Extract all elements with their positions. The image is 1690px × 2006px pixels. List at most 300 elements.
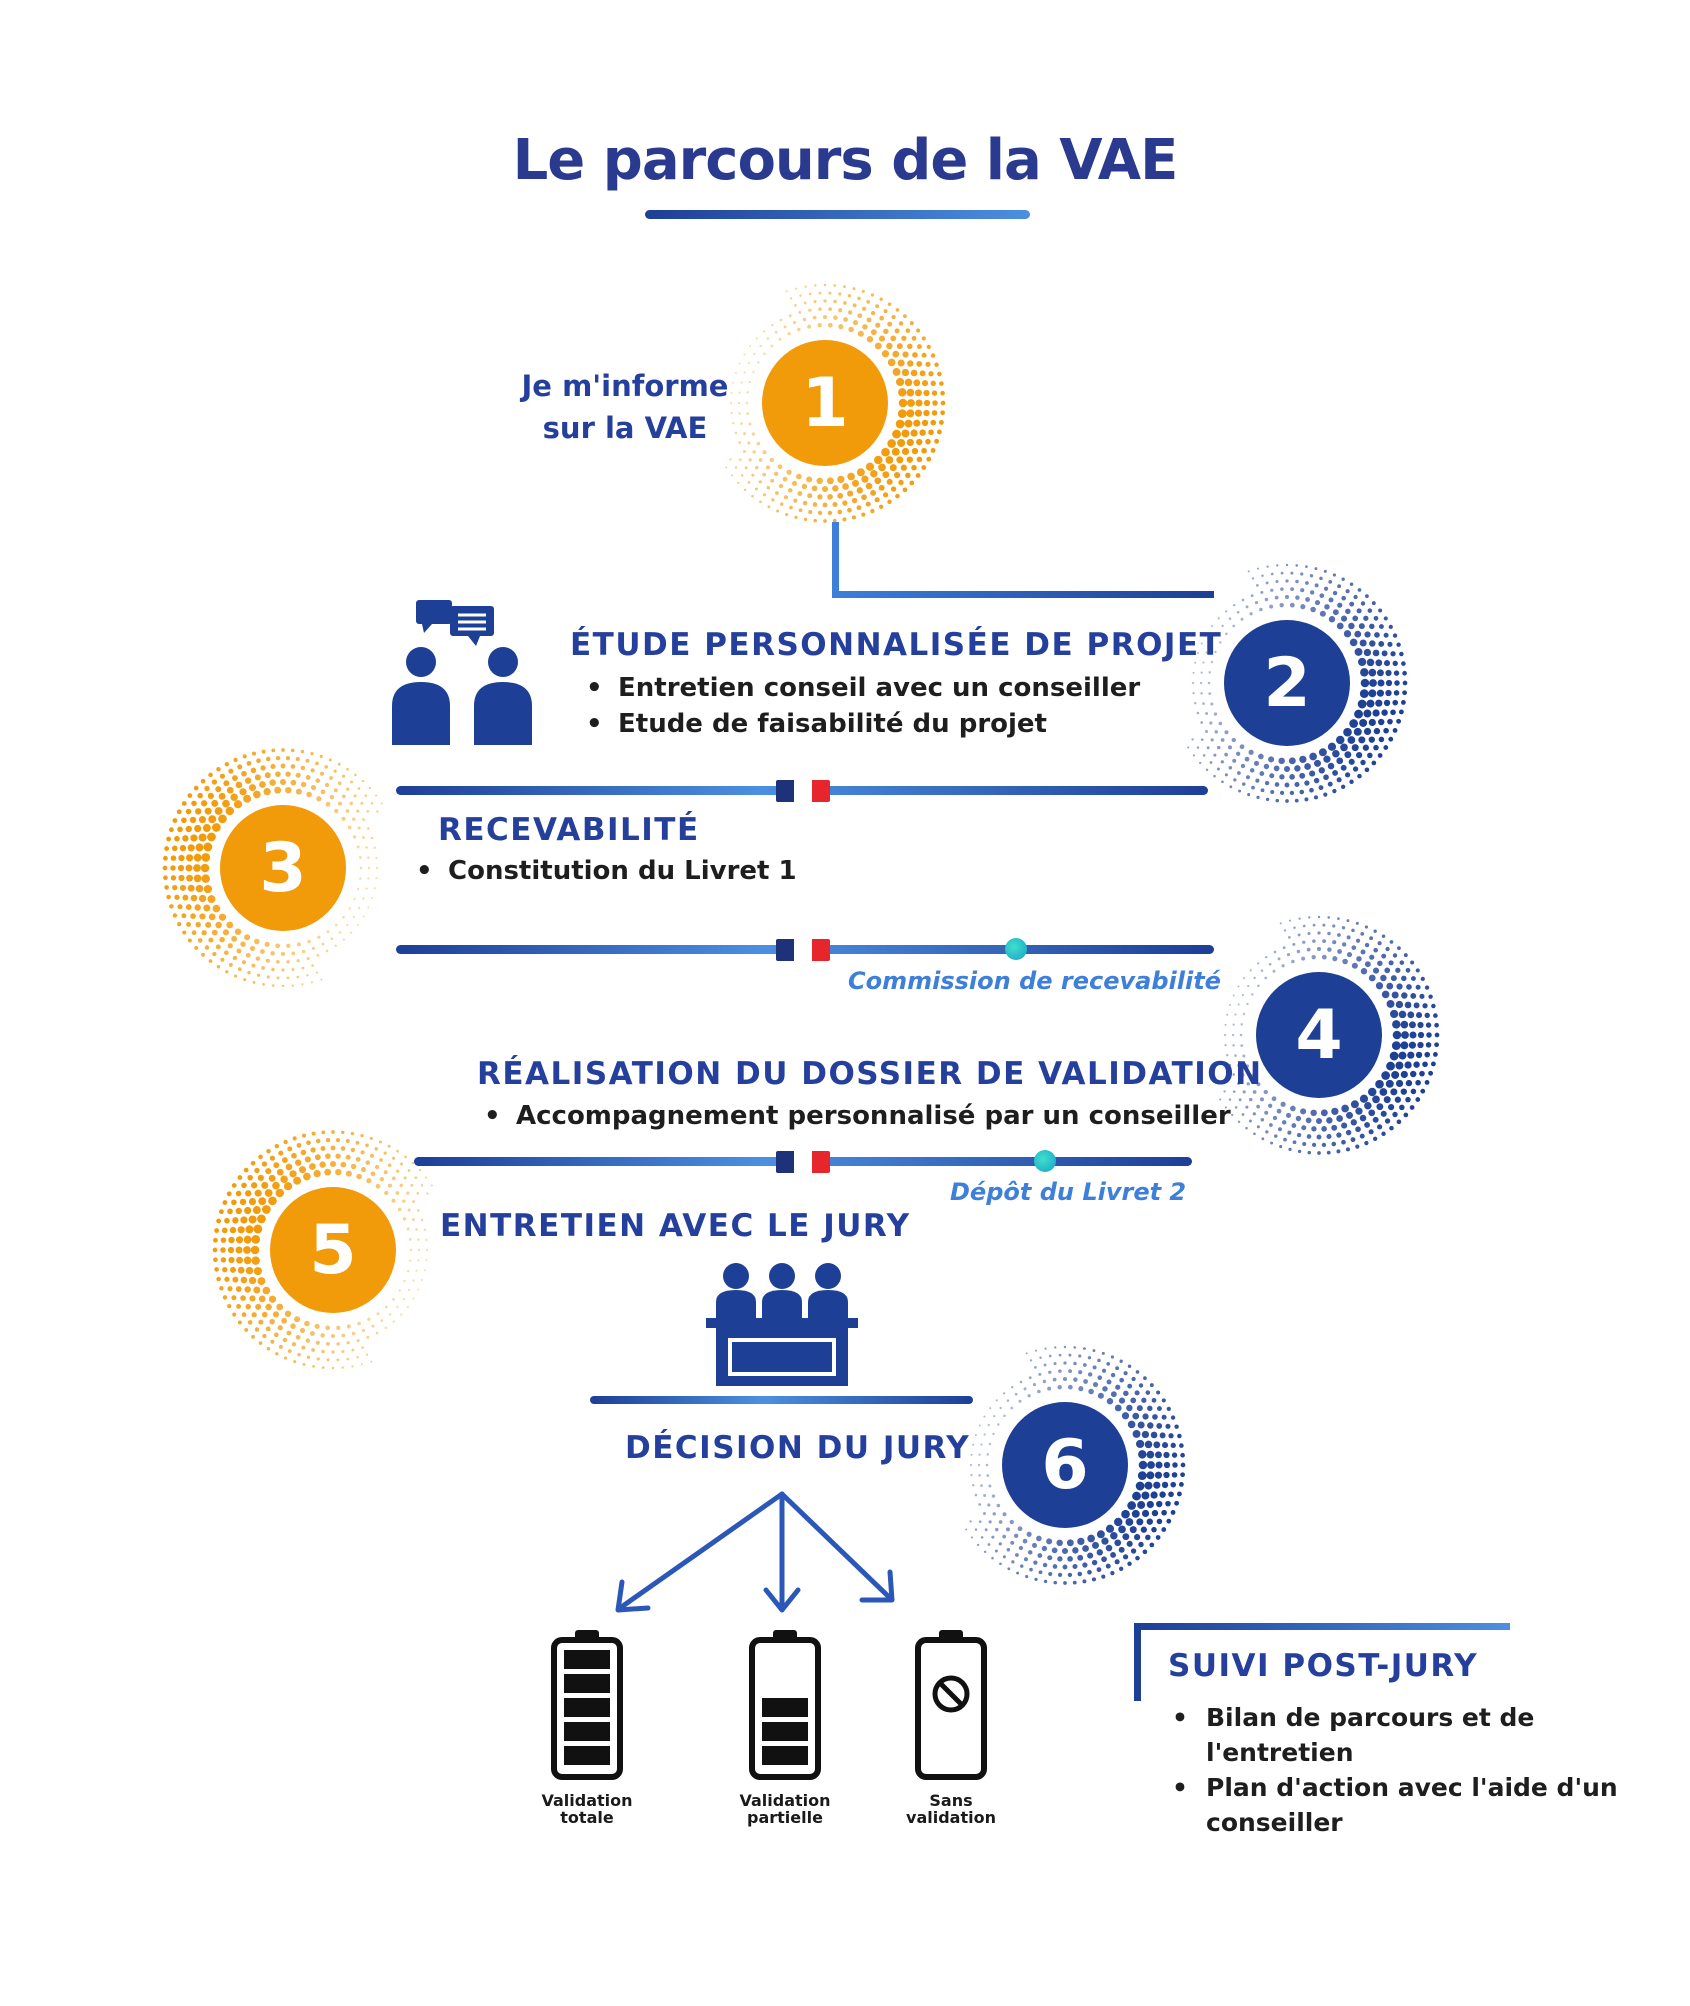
halo-dot [778, 464, 783, 469]
halo-dot [1102, 1386, 1107, 1391]
halo-dot [338, 802, 342, 806]
halo-dot [1232, 759, 1236, 763]
halo-dot [421, 1219, 424, 1222]
halo-dot [297, 1143, 302, 1148]
halo-dot [1352, 744, 1359, 751]
halo-dot [1289, 757, 1296, 764]
halo-dot [861, 494, 867, 500]
halo-dot [329, 758, 332, 761]
halo-dot [1360, 668, 1368, 676]
halo-dot [1395, 1097, 1401, 1103]
halo-dot [374, 847, 376, 849]
halo-dot [236, 1286, 242, 1292]
halo-dot [1323, 793, 1327, 797]
halo-dot [227, 1286, 232, 1291]
halo-dot [1068, 1573, 1072, 1577]
halo-dot [297, 942, 301, 946]
halo-dot [404, 1176, 407, 1179]
halo-dot [1401, 1071, 1408, 1078]
halo-dot [251, 768, 256, 773]
halo-dot [220, 958, 224, 962]
halo-dot [1301, 957, 1305, 961]
halo-dot [369, 787, 371, 789]
halo-dot [1311, 1126, 1316, 1131]
halo-dot [1354, 631, 1361, 638]
halo-dot [1416, 968, 1420, 972]
halo-dot [1015, 1393, 1018, 1396]
halo-dot [1351, 929, 1355, 933]
halo-dot [1247, 793, 1250, 796]
halo-dot [1431, 1062, 1436, 1067]
halo-dot [1342, 926, 1345, 929]
halo-dot [1327, 932, 1331, 936]
halo-dot [771, 498, 774, 501]
halo-dot [368, 867, 370, 869]
halo-dot [1405, 1097, 1411, 1103]
halo-dot [1280, 603, 1284, 607]
halo-dot [983, 1512, 986, 1515]
halo-dot [743, 450, 746, 453]
halo-dot [971, 1536, 973, 1538]
halo-dot [1151, 1432, 1158, 1439]
halo-dot [1426, 1032, 1432, 1038]
halo-dot [1078, 1354, 1081, 1357]
halo-dot [367, 856, 369, 858]
halo-dot [1374, 616, 1379, 621]
halo-dot [253, 981, 256, 984]
halo-dot [1210, 761, 1213, 764]
halo-dot [358, 907, 360, 909]
halo-dot [1341, 596, 1346, 601]
halo-dot [1384, 967, 1390, 973]
halo-dot [746, 402, 749, 405]
halo-dot [1381, 1132, 1385, 1136]
halo-dot [362, 897, 364, 899]
halo-dot [1419, 994, 1424, 999]
halo-dot [1397, 1119, 1402, 1124]
halo-dot [400, 1163, 403, 1166]
halo-dot [361, 1346, 364, 1349]
halo-dot [988, 1543, 991, 1546]
halo-dot [244, 1207, 251, 1214]
halo-dot [1192, 692, 1194, 694]
halo-dot [1243, 977, 1245, 979]
step4-note: Dépôt du Livret 2 [950, 1178, 1187, 1206]
halo-dot [1153, 1482, 1160, 1489]
halo-dot [1317, 931, 1320, 934]
halo-dot [1401, 1021, 1409, 1029]
halo-dot [1310, 607, 1316, 613]
halo-dot [1232, 1044, 1234, 1046]
halo-dot [188, 885, 195, 892]
post-jury-bullet-1: • Bilan de parcours et de l'entretien [1168, 1700, 1618, 1770]
halo-dot [899, 321, 903, 325]
halo-dot [813, 316, 817, 320]
halo-dot [216, 1277, 221, 1282]
halo-dot [343, 938, 345, 940]
halo-dot [1058, 1573, 1062, 1577]
halo-dot [1207, 746, 1210, 749]
halo-dot [1384, 700, 1390, 706]
halo-dot [1400, 960, 1405, 965]
outcome-partial-line2: partielle [747, 1808, 823, 1827]
halo-dot [275, 1352, 278, 1355]
halo-dot [995, 1550, 998, 1553]
halo-dot [1137, 1405, 1143, 1411]
halo-dot [1375, 1080, 1384, 1089]
halo-dot [365, 794, 368, 797]
halo-dot [1279, 1145, 1282, 1148]
halo-dot [1214, 712, 1217, 715]
halo-dot [1381, 1111, 1387, 1117]
halo-dot [1200, 672, 1202, 674]
halo-dot [1246, 605, 1249, 608]
halo-dot [1097, 1549, 1103, 1555]
halo-dot [767, 505, 770, 508]
halo-dot [1349, 719, 1358, 728]
halo-dot [762, 473, 766, 477]
halo-dot [367, 827, 370, 830]
halo-dot [999, 1562, 1002, 1565]
halo-dot [1314, 760, 1321, 767]
halo-dot [837, 510, 842, 515]
halo-dot [324, 765, 327, 768]
halo-dot [1147, 1451, 1155, 1459]
halo-dot [901, 465, 907, 471]
halo-dot [1150, 1383, 1154, 1387]
halo-dot [1386, 1080, 1394, 1088]
step4-number-badge: 4 [1256, 972, 1382, 1098]
halo-dot [1278, 758, 1284, 764]
halo-dot [169, 827, 174, 832]
halo-dot [1010, 1520, 1014, 1524]
halo-dot [324, 1169, 331, 1176]
halo-dot [1351, 1119, 1357, 1125]
halo-dot [1063, 1361, 1066, 1364]
halo-dot [814, 284, 816, 286]
halo-dot [896, 420, 905, 429]
halo-dot [280, 1175, 287, 1182]
halo-dot [1424, 1052, 1430, 1058]
halo-dot [1037, 1390, 1041, 1394]
halo-dot [270, 1340, 274, 1344]
halo-dot [1107, 1379, 1112, 1384]
halo-dot [931, 353, 935, 357]
halo-dot [1346, 1130, 1351, 1135]
halo-dot [887, 479, 893, 485]
halo-dot [752, 371, 754, 373]
halo-dot [163, 866, 168, 871]
halo-dot [1011, 1386, 1013, 1388]
halo-dot [1128, 1364, 1131, 1367]
halo-dot [1399, 652, 1404, 657]
halo-dot [1168, 1433, 1173, 1438]
halo-dot [730, 402, 732, 404]
halo-dot [1358, 736, 1365, 743]
halo-dot [923, 390, 929, 396]
halo-dot [1053, 1378, 1057, 1382]
halo-dot [978, 1454, 980, 1456]
halo-dot [1411, 976, 1416, 981]
halo-dot [806, 476, 812, 482]
halo-dot [1406, 968, 1411, 973]
halo-dot [1151, 1527, 1157, 1533]
halo-dot [212, 823, 221, 832]
halo-dot [251, 964, 255, 968]
halo-dot [988, 1485, 991, 1488]
halo-dot [729, 458, 731, 460]
halo-dot [1388, 737, 1393, 742]
halo-dot [1155, 1461, 1162, 1468]
halo-dot [1373, 650, 1380, 657]
halo-dot [400, 1314, 402, 1316]
halo-dot [227, 1304, 231, 1308]
halo-dot [396, 1169, 399, 1172]
halo-dot [1386, 983, 1393, 990]
halo-dot [807, 325, 811, 329]
halo-dot [817, 494, 822, 499]
halo-dot [934, 439, 939, 444]
halo-dot [1279, 774, 1284, 779]
halo-dot [238, 1226, 245, 1233]
halo-dot [321, 943, 324, 946]
halo-dot [853, 320, 858, 325]
halo-dot [749, 458, 752, 461]
halo-dot [804, 286, 806, 288]
halo-dot [320, 772, 324, 776]
halo-dot [283, 1140, 287, 1144]
halo-dot [1346, 1147, 1350, 1151]
halo-dot [239, 788, 246, 795]
halo-dot [887, 322, 892, 327]
halo-dot [1125, 1518, 1133, 1526]
halo-dot [751, 495, 754, 498]
halo-dot [201, 853, 210, 862]
step6-number-badge: 6 [1002, 1402, 1128, 1528]
halo-dot [784, 495, 788, 499]
halo-dot [1392, 1112, 1397, 1117]
halo-dot [1002, 1535, 1006, 1539]
halo-dot [853, 303, 857, 307]
halo-dot [1268, 1104, 1272, 1108]
halo-dot [1162, 1482, 1168, 1488]
halo-dot [1264, 1111, 1268, 1115]
halo-dot [296, 976, 299, 979]
halo-dot [748, 362, 750, 364]
halo-dot [1119, 1360, 1122, 1363]
halo-dot [861, 476, 868, 483]
post-jury-bullet-1-line1: Bilan de parcours et de [1206, 1703, 1535, 1732]
halo-dot [757, 361, 759, 363]
halo-dot [269, 1296, 276, 1303]
halo-dot [931, 381, 936, 386]
halo-dot [1395, 1061, 1403, 1069]
halo-dot [199, 895, 206, 902]
halo-dot [1372, 709, 1379, 716]
halo-dot [357, 845, 360, 848]
halo-dot [1221, 780, 1224, 783]
halo-dot [357, 1322, 361, 1326]
halo-dot [866, 463, 874, 471]
halo-dot [410, 1184, 413, 1187]
halo-dot [233, 956, 237, 960]
halo-dot [417, 1209, 420, 1212]
halo-dot [1126, 1405, 1132, 1411]
halo-dot [268, 1196, 277, 1205]
halo-dot [1336, 1132, 1341, 1137]
halo-dot [1110, 1571, 1114, 1575]
halo-dot [887, 500, 891, 504]
halo-dot [1194, 702, 1196, 704]
halo-dot [254, 1168, 259, 1173]
halo-dot [921, 465, 926, 470]
halo-dot [1138, 1422, 1145, 1429]
halo-dot [793, 499, 797, 503]
halo-dot [209, 959, 213, 963]
halo-dot [1226, 1014, 1228, 1016]
halo-dot [354, 774, 357, 777]
halo-dot [1264, 1090, 1268, 1094]
halo-dot [329, 776, 333, 780]
halo-dot [244, 1168, 249, 1173]
halo-dot [1197, 712, 1200, 715]
halo-dot [257, 974, 260, 977]
halo-dot [1101, 1538, 1108, 1545]
halo-dot [365, 1144, 369, 1148]
halo-dot [182, 801, 187, 806]
halo-dot [227, 1209, 233, 1215]
halo-dot [172, 846, 178, 852]
halo-dot [1300, 604, 1305, 609]
halo-dot [749, 345, 751, 347]
halo-dot [1232, 738, 1236, 742]
halo-dot [358, 787, 361, 790]
halo-dot [1298, 918, 1300, 920]
halo-dot [1153, 1441, 1160, 1448]
halo-dot [253, 1225, 262, 1234]
halo-dot [1359, 719, 1367, 727]
halo-dot [335, 924, 338, 927]
decision-arrows [600, 1490, 920, 1620]
step1-text-line1: Je m'informe [521, 369, 729, 403]
halo-dot [1142, 1431, 1149, 1438]
halo-dot [213, 1257, 218, 1262]
halo-dot [228, 1247, 234, 1253]
halo-dot [360, 1134, 363, 1137]
halo-dot [731, 474, 733, 476]
halo-dot [813, 502, 818, 507]
halo-dot [857, 505, 862, 510]
halo-dot [342, 817, 346, 821]
halo-dot [205, 808, 212, 815]
halo-dot [1101, 1575, 1105, 1579]
halo-dot [1307, 932, 1310, 935]
halo-dot [1302, 941, 1305, 944]
halo-dot [1317, 1151, 1321, 1155]
halo-dot [342, 916, 345, 919]
halo-dot [228, 769, 233, 774]
halo-dot [403, 1298, 405, 1300]
halo-dot [376, 1332, 379, 1335]
halo-dot [1047, 1555, 1052, 1560]
halo-dot [1426, 1042, 1432, 1048]
halo-dot [292, 1342, 296, 1346]
halo-dot [1138, 1450, 1146, 1458]
halo-dot [1389, 960, 1394, 965]
halo-dot [913, 420, 920, 427]
halo-dot [291, 749, 295, 753]
halo-dot [1265, 598, 1268, 601]
halo-dot [297, 1353, 301, 1357]
halo-dot [1285, 579, 1288, 582]
halo-dot [1030, 1359, 1032, 1361]
halo-dot [1378, 609, 1382, 613]
halo-dot [258, 1175, 264, 1181]
halo-dot [315, 762, 319, 766]
halo-dot [353, 835, 356, 838]
halo-dot [265, 1304, 271, 1310]
halo-dot [265, 1189, 273, 1197]
halo-dot [1152, 1510, 1158, 1516]
halo-dot [346, 1155, 351, 1160]
halo-dot [794, 304, 797, 307]
halo-dot [272, 984, 275, 987]
halo-dot [1336, 736, 1344, 744]
halo-dot [194, 904, 200, 910]
halo-dot [1250, 969, 1252, 971]
halo-dot [1290, 603, 1295, 608]
halo-dot [1377, 669, 1384, 676]
halo-dot [224, 1218, 230, 1224]
halo-dot [223, 1295, 227, 1299]
halo-dot [388, 1145, 391, 1148]
halo-dot [313, 1170, 320, 1177]
halo-dot [229, 963, 233, 967]
halo-dot [1132, 1413, 1139, 1420]
halo-dot [1377, 1124, 1382, 1129]
halo-dot [362, 780, 364, 782]
halo-dot [238, 1320, 242, 1324]
halo-dot [408, 1208, 411, 1211]
halo-dot [188, 793, 193, 798]
post-jury-bullet-2-line2: conseiller [1206, 1808, 1343, 1837]
halo-dot [997, 1423, 999, 1425]
halo-dot [986, 1464, 989, 1467]
halo-dot [415, 1269, 417, 1271]
halo-dot [1410, 1071, 1416, 1077]
halo-dot [237, 764, 242, 769]
halo-dot [316, 796, 321, 801]
halo-dot [425, 1176, 427, 1178]
halo-dot [1346, 589, 1350, 593]
halo-dot [1396, 983, 1402, 989]
halo-dot [408, 1289, 410, 1291]
halo-dot [379, 1158, 383, 1162]
halo-dot [1162, 1442, 1168, 1448]
halo-dot [986, 1453, 988, 1455]
halo-dot [181, 913, 186, 918]
halo-dot [1381, 709, 1387, 715]
halo-dot [1249, 1120, 1252, 1123]
halo-dot [1347, 919, 1350, 922]
halo-dot [1102, 1352, 1105, 1355]
halo-dot [1331, 1108, 1338, 1115]
halo-dot [1368, 608, 1373, 613]
halo-dot [1358, 658, 1366, 666]
halo-dot [1225, 1024, 1227, 1026]
halo-dot [235, 1246, 242, 1253]
halo-dot [293, 1177, 301, 1185]
